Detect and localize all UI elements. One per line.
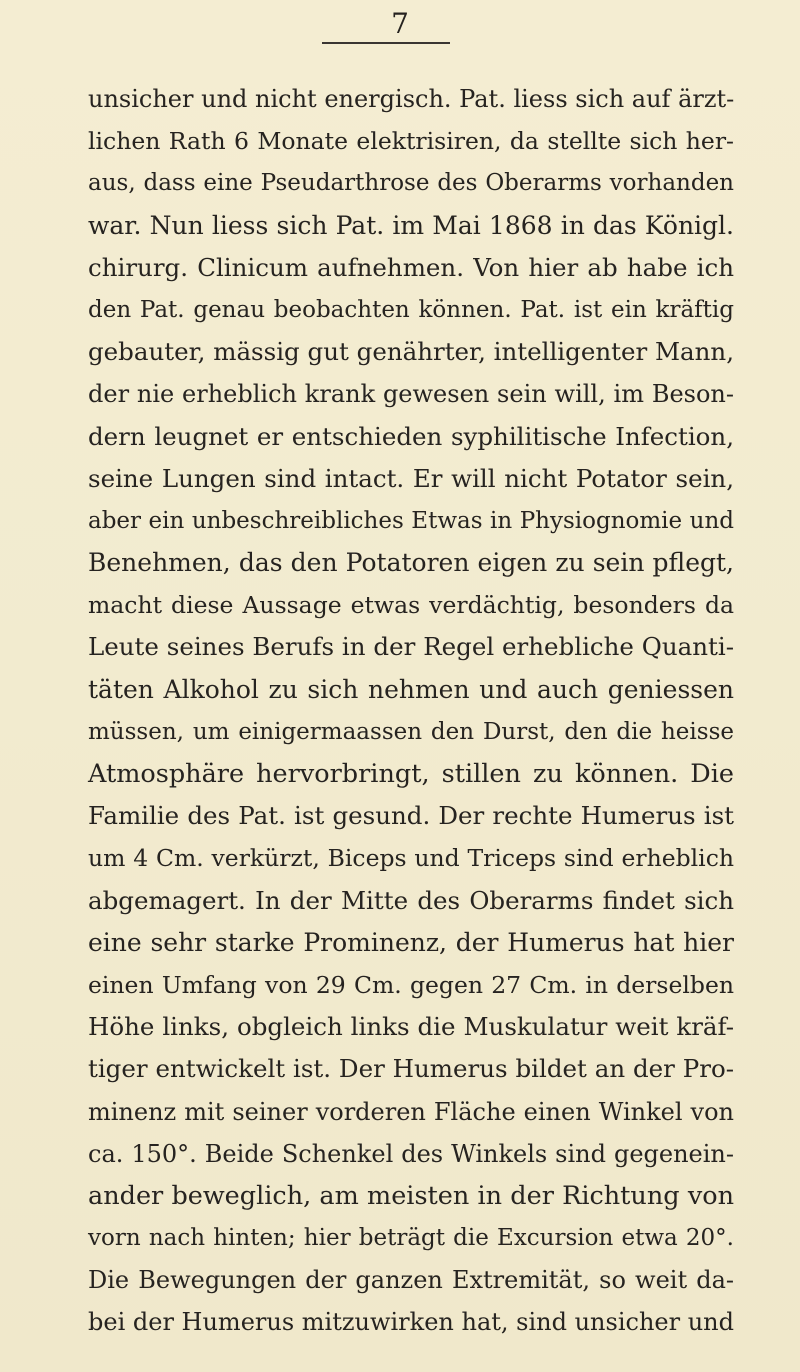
header-rule: [322, 42, 450, 44]
text-line: aus, dass eine Pseudarthrose des Oberarms vorhanden: [88, 170, 734, 197]
text-line: minenz mit seiner vorderen Fläche einen Winkel von: [88, 1097, 734, 1126]
text-line: ca. 150°. Beide Schenkel des Winkels sind gegenein-: [88, 1139, 734, 1168]
text-line: bei der Humerus mitzuwirken hat, sind unsicher und: [88, 1308, 734, 1337]
text-line: Atmosphäre hervorbringt, stillen zu können. Die: [88, 759, 734, 789]
text-line: ander beweglich, am meisten in der Richtung von: [88, 1180, 734, 1211]
text-line: den Pat. genau beobachten können. Pat. ist ein kräftig: [88, 296, 734, 323]
text-line: der nie erheblich krank gewesen sein will, im Beson-: [88, 380, 734, 409]
text-line: macht diese Aussage etwas verdächtig, besonders da: [88, 591, 734, 620]
text-line: seine Lungen sind intact. Er will nicht Potator sein,: [88, 463, 734, 493]
text-line: abgemagert. In der Mitte des Oberarms findet sich: [88, 885, 734, 915]
text-line: täten Alkohol zu sich nehmen und auch geniessen: [88, 674, 734, 704]
text-line: dern leugnet er entschieden syphilitische Infection,: [88, 421, 734, 451]
text-line: einen Umfang von 29 Cm. gegen 27 Cm. in derselben: [88, 970, 734, 999]
text-line: aber ein unbeschreibliches Etwas in Physiognomie und: [88, 507, 734, 534]
text-line: um 4 Cm. verkürzt, Biceps und Triceps sind erheblich: [88, 844, 734, 873]
text-line: Höhe links, obgleich links die Muskulatur weit kräf-: [88, 1012, 734, 1042]
text-line: gebauter, mässig gut genährter, intelligenter Mann,: [88, 337, 734, 367]
text-line: Leute seines Berufs in der Regel erhebliche Quanti-: [88, 632, 734, 662]
text-line: lichen Rath 6 Monate elektrisiren, da stellte sich her-: [88, 127, 734, 156]
text-line: vorn nach hinten; hier beträgt die Excursion etwa 20°.: [88, 1225, 734, 1252]
page-number: 7: [391, 7, 409, 40]
text-line: war. Nun liess sich Pat. im Mai 1868 in das Königl.: [88, 210, 734, 240]
text-line: Benehmen, das den Potatoren eigen zu sein pflegt,: [88, 548, 734, 578]
text-line: unsicher und nicht energisch. Pat. liess sich auf ärzt-: [88, 85, 735, 113]
text-line: eine sehr starke Prominenz, der Humerus hat hier: [88, 927, 734, 957]
text-line: Familie des Pat. ist gesund. Der rechte Humerus ist: [88, 801, 734, 831]
text-line: tiger entwickelt ist. Der Humerus bildet an der Pro-: [88, 1054, 734, 1084]
body-text: [88, 78, 734, 1344]
text-line: Die Bewegungen der ganzen Extremität, so weit da-: [88, 1266, 734, 1295]
text-line: müssen, um einigermaassen den Durst, den die heisse: [88, 718, 734, 745]
text-line: chirurg. Clinicum aufnehmen. Von hier ab habe ich: [88, 252, 734, 282]
